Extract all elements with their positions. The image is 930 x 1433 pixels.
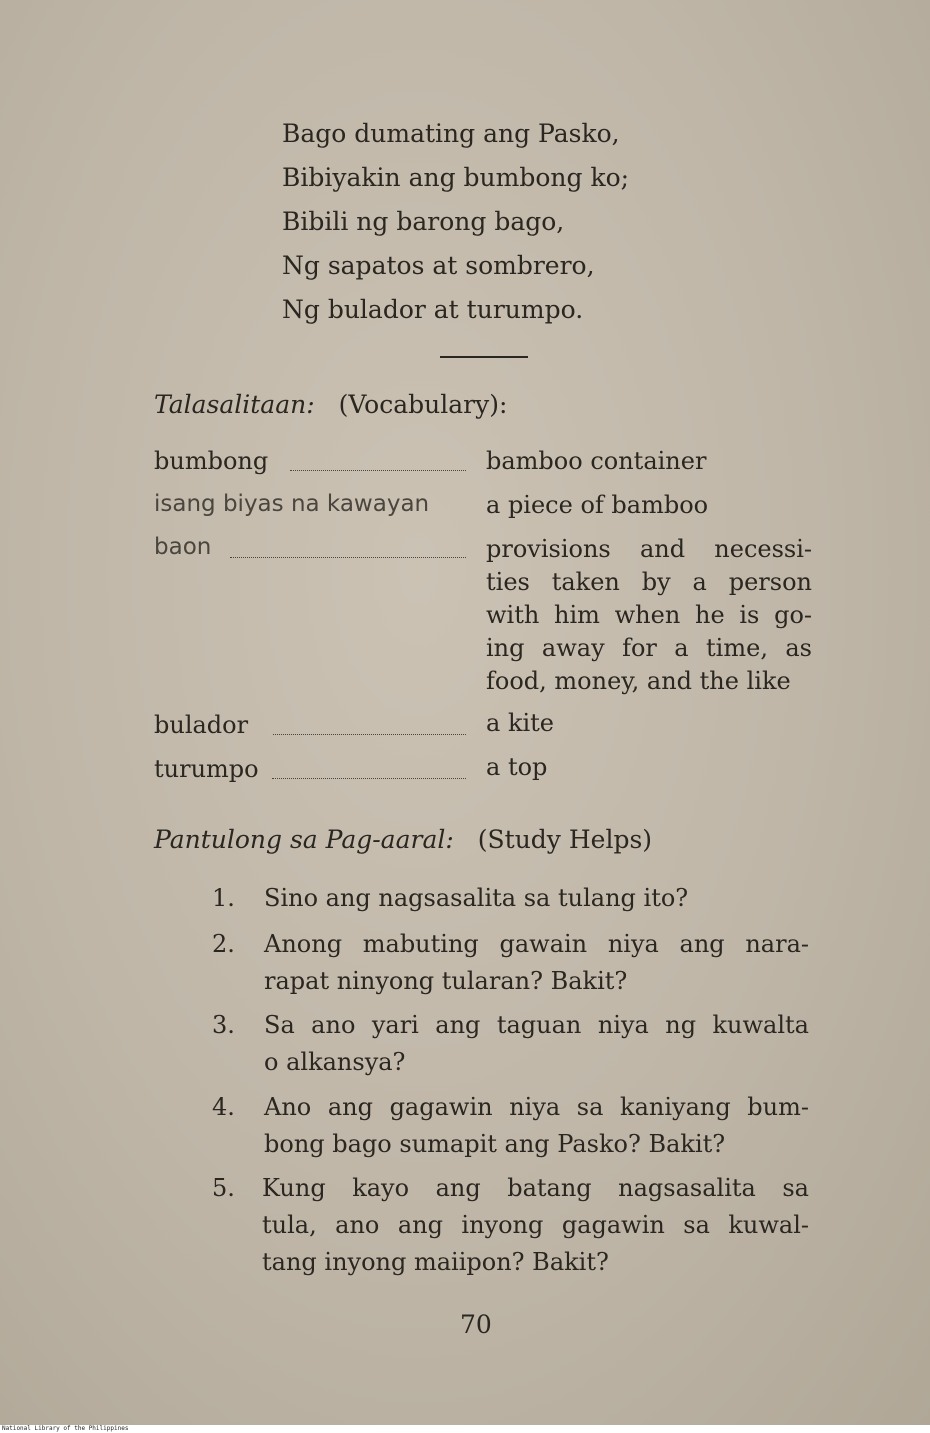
question-line: bong bago sumapit ang Pasko? Bakit? [264, 1130, 726, 1158]
question-text [264, 926, 809, 1000]
vocab-definition [486, 533, 812, 698]
dot-leader [272, 778, 466, 779]
question-line: rapat ninyong tularan? Bakit? [264, 967, 628, 995]
study-helps-title-tagalog: Pantulong sa Pag-aaral: [154, 825, 454, 854]
question-line: tula, ano ang inyong gagawin sa kuwal- [262, 1211, 809, 1239]
vocab-definition: a kite [486, 709, 555, 737]
vocab-term: bulador [154, 711, 249, 739]
poem-line: Ng bulador at turumpo. [282, 295, 584, 324]
vocab-definition-line: food, money, and the like [486, 667, 791, 695]
section-divider [440, 356, 528, 358]
poem-line: Bibili ng barong bago, [282, 207, 565, 236]
study-helps-heading [154, 825, 652, 854]
poem [282, 112, 629, 332]
vocab-definition-line: ing away for a time, as [486, 634, 812, 662]
footer-credit: National Library of the Philippines [2, 1425, 129, 1432]
question-number: 5. [212, 1174, 235, 1202]
dot-leader [230, 557, 466, 558]
vocab-definition: a top [486, 753, 548, 781]
vocabulary-heading [154, 390, 507, 419]
vocab-term: bumbong [154, 447, 269, 475]
vocabulary-title-tagalog: Talasalitaan: [154, 390, 315, 419]
question-number: 1. [212, 884, 235, 912]
question-line: Sino ang nagsasalita sa tulang ito? [264, 884, 689, 912]
vocab-definition-line: ties taken by a person [486, 568, 812, 596]
question-number: 4. [212, 1093, 235, 1121]
vocab-definition-line: provisions and necessi- [486, 535, 812, 563]
dot-leader [290, 470, 466, 471]
question-line: o alkansya? [264, 1048, 406, 1076]
question-text [264, 1089, 809, 1163]
poem-line: Ng sapatos at sombrero, [282, 251, 595, 280]
vocab-term: isang biyas na kawayan [154, 491, 430, 517]
question-text [264, 880, 809, 917]
dot-leader [273, 734, 466, 735]
question-line: tang inyong maiipon? Bakit? [262, 1248, 609, 1276]
question-text [264, 1007, 809, 1081]
question-line: Ano ang gagawin niya sa kaniyang bum- [264, 1093, 809, 1121]
vocab-definition-line: with him when he is go- [486, 601, 812, 629]
question-line: Anong mabuting gawain niya ang nara- [264, 930, 809, 958]
vocab-definition: a piece of bamboo [486, 491, 709, 519]
page-number: 70 [460, 1310, 492, 1339]
vocab-term: baon [154, 534, 212, 560]
question-line: Sa ano yari ang taguan niya ng kuwalta [264, 1011, 809, 1039]
question-number: 3. [212, 1011, 235, 1039]
poem-line: Bibiyakin ang bumbong ko; [282, 163, 630, 192]
poem-line: Bago dumating ang Pasko, [282, 119, 620, 148]
vocab-term: turumpo [154, 755, 259, 783]
question-text [262, 1170, 809, 1281]
study-helps-title-english: (Study Helps) [477, 825, 653, 854]
question-line: Kung kayo ang batang nagsasalita sa [262, 1174, 809, 1202]
question-number: 2. [212, 930, 235, 958]
vocab-definition: bamboo container [486, 447, 707, 475]
vocabulary-title-english: (Vocabulary): [338, 390, 508, 419]
